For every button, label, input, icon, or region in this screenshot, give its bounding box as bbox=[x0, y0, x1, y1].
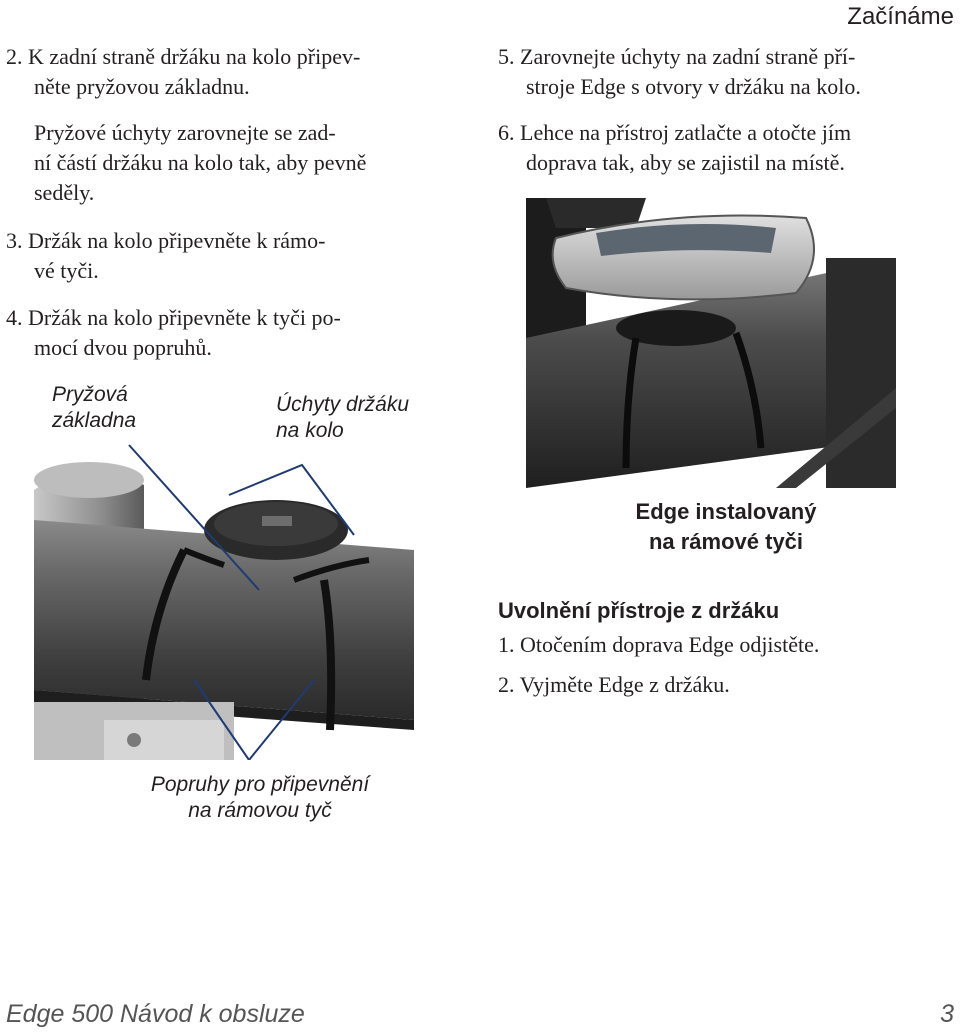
label-frame-straps-line-1: Popruhy pro připevnění bbox=[150, 773, 370, 796]
step-3-line-1: 3. Držák na kolo připevněte k rámo- bbox=[6, 228, 326, 253]
step-5 bbox=[498, 42, 958, 102]
step-4-line-1: 4. Držák na kolo připevněte k tyči po- bbox=[6, 305, 341, 330]
step-2-line-1: 2. K zadní straně držáku na kolo připev- bbox=[6, 44, 361, 69]
label-mount-tabs-line-1: Úchyty držáku bbox=[276, 393, 410, 416]
label-rubber-base-line-1: Pryžová bbox=[52, 383, 128, 406]
note-line-1: Pryžové úchyty zarovnejte se zad- bbox=[34, 120, 336, 145]
figure2-caption-line-1: Edge instalovaný bbox=[635, 499, 817, 524]
label-rubber-base-line-2: základna bbox=[52, 409, 137, 432]
step-3-line-2: vé tyči. bbox=[34, 258, 99, 283]
label-rubber-base bbox=[52, 382, 136, 434]
step-6-line-2: doprava tak, aby se zajistil na místě. bbox=[526, 150, 845, 175]
step-5-line-1: 5. Zarovnejte úchyty na zadní straně pří- bbox=[498, 44, 856, 69]
footer-page-number: 3 bbox=[940, 1000, 954, 1028]
release-step-1: 1. Otočením doprava Edge odjistěte. bbox=[498, 632, 820, 657]
release-heading: Uvolnění přístroje z držáku bbox=[498, 598, 780, 623]
step-6 bbox=[498, 118, 958, 178]
section-header: Začínáme bbox=[847, 3, 954, 30]
step-4 bbox=[6, 303, 476, 363]
step-6-line-1: 6. Lehce na přístroj zatlačte a otočte jím bbox=[498, 120, 852, 145]
step-2-line-2: něte pryžovou základnu. bbox=[34, 74, 250, 99]
note-line-3: seděly. bbox=[34, 180, 95, 205]
label-frame-straps-line-2: na rámovou tyč bbox=[188, 799, 332, 822]
step-4-line-2: mocí dvou popruhů. bbox=[34, 335, 212, 360]
step-2-note bbox=[34, 118, 474, 208]
label-mount-tabs bbox=[276, 392, 409, 444]
release-steps bbox=[498, 630, 958, 700]
figure2-caption-line-2: na rámové tyči bbox=[648, 529, 804, 554]
label-frame-straps bbox=[130, 772, 390, 824]
figure-mount-on-frame bbox=[34, 440, 414, 760]
step-2 bbox=[6, 42, 476, 102]
step-3 bbox=[6, 226, 476, 286]
figure-edge-installed bbox=[526, 198, 896, 488]
step-5-line-2: stroje Edge s otvory v držáku na kolo. bbox=[526, 74, 861, 99]
figure2-caption bbox=[596, 497, 856, 557]
note-line-2: ní částí držáku na kolo tak, aby pevně bbox=[34, 150, 367, 175]
label-mount-tabs-line-2: na kolo bbox=[276, 419, 344, 442]
release-step-2: 2. Vyjměte Edge z držáku. bbox=[498, 672, 730, 697]
footer-title: Edge 500 Návod k obsluze bbox=[6, 1000, 305, 1028]
